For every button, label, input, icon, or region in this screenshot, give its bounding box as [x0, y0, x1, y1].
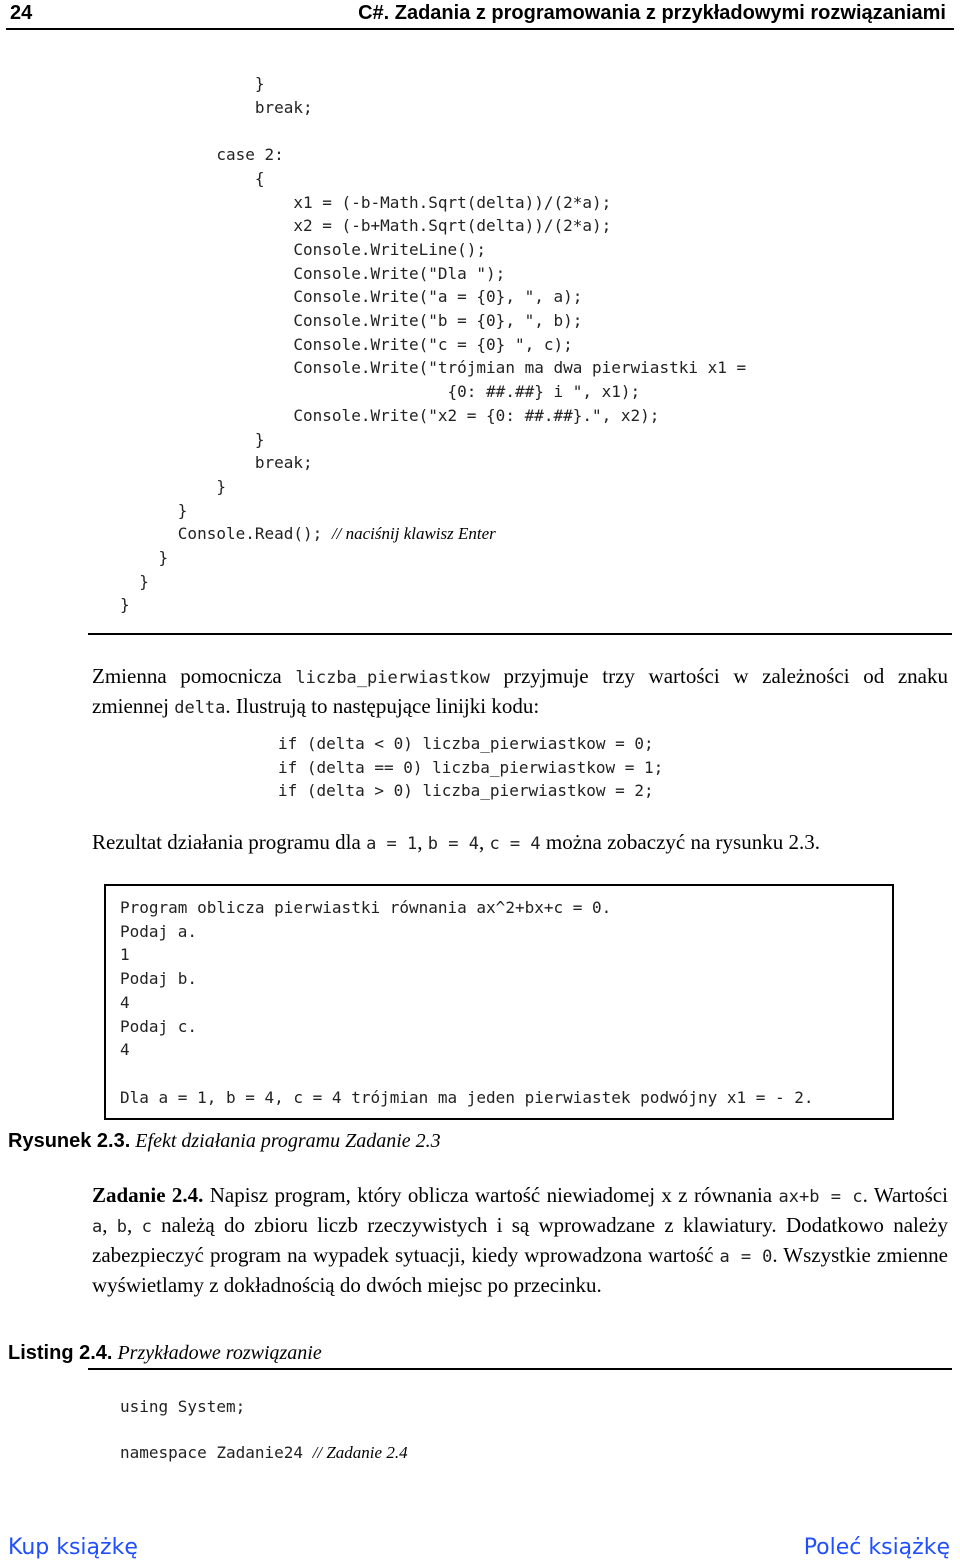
text: przyjmuje trzy wartości w zależności od znaku zmiennej	[92, 664, 948, 718]
code-line: {0: ##.##} i ", x1);	[120, 382, 641, 402]
figure-caption	[8, 1130, 441, 1153]
inline-code: a = 1	[366, 834, 418, 854]
code-line: {	[120, 168, 265, 188]
code-line: using System;	[120, 1397, 246, 1416]
code-line: Console.Write("c = {0} ", c);	[120, 334, 573, 354]
task-label: Zadanie 2.4.	[92, 1183, 204, 1207]
console-line: Podaj b.	[120, 969, 198, 989]
code-line: x1 = (-b-Math.Sqrt(delta))/(2*a);	[120, 192, 612, 212]
code-line: namespace Zadanie24	[120, 1443, 313, 1462]
inline-code: b	[116, 1217, 128, 1237]
inline-code: b = 4	[427, 834, 479, 854]
code-line: }	[120, 595, 130, 615]
code-line: Console.WriteLine();	[120, 239, 487, 259]
figure-text: Efekt działania programu Zadanie 2.3	[130, 1130, 441, 1152]
code-line: Console.Write("x2 = {0: ##.##}.", x2);	[120, 405, 660, 425]
book-title: C#. Zadania z programowania z przykładowymi rozwiązaniami	[358, 2, 946, 24]
text: ,	[127, 1213, 142, 1237]
buy-book-link[interactable]: Kup książkę	[8, 1535, 138, 1560]
text: . Wszystkie zmienne wyświetlamy z dokładnością do dwóch miejsc po przecinku.	[92, 1243, 948, 1297]
listing-text: Przykładowe rozwiązanie	[112, 1342, 322, 1364]
console-line: 4	[120, 992, 130, 1012]
console-line: 1	[120, 945, 130, 965]
inline-code: c	[141, 1217, 152, 1237]
console-line: Dla a = 1, b = 4, c = 4 trójmian ma jeden pierwiastek podwójny x1 = - 2.	[120, 1087, 814, 1107]
code-line: Console.Write("Dla ");	[120, 263, 506, 283]
code-line: x2 = (-b+Math.Sqrt(delta))/(2*a);	[120, 216, 612, 236]
text: ,	[102, 1213, 117, 1237]
text: Zmienna pomocnicza	[92, 664, 296, 688]
recommend-book-link[interactable]: Poleć książkę	[803, 1535, 950, 1560]
code-separator	[88, 633, 952, 635]
console-line: 4	[120, 1040, 130, 1060]
console-line: Podaj a.	[120, 921, 198, 941]
listing-separator	[88, 1368, 952, 1370]
listing-caption	[8, 1342, 322, 1365]
paragraph-variable-explanation	[92, 662, 948, 722]
listing-code	[120, 1384, 408, 1476]
code-comment: // naciśnij klawisz Enter	[331, 524, 496, 544]
inline-code: delta	[174, 698, 226, 718]
code-line: if (delta > 0) liczba_pierwiastkow = 2;	[278, 781, 654, 801]
inline-code: ax+b = c	[778, 1187, 863, 1207]
code-comment: // Zadanie 2.4	[312, 1443, 408, 1462]
code-listing-continuation	[120, 72, 746, 617]
text: . Ilustrują to następujące linijki kodu:	[225, 694, 540, 718]
text: . Wartości	[862, 1183, 948, 1207]
code-line: }	[120, 476, 226, 496]
text: ,	[478, 830, 490, 854]
page-number: 24	[10, 2, 33, 24]
code-line: }	[120, 571, 149, 591]
code-line: }	[120, 500, 188, 520]
paragraph-result	[92, 828, 948, 858]
inline-code: liczba_pierwiastkow	[295, 668, 490, 688]
code-line: case 2:	[120, 145, 284, 165]
page-header	[6, 0, 954, 30]
text: można zobaczyć na rysunku 2.3.	[540, 830, 820, 854]
code-line: }	[120, 548, 169, 568]
console-output	[120, 896, 814, 1109]
figure-label: Rysunek 2.3.	[8, 1130, 131, 1152]
text: Rezultat działania programu dla	[92, 830, 367, 854]
task-description	[92, 1181, 948, 1299]
text: należą do zbioru liczb rzeczywistych i są wprowadzane z klawiatury. Dodatkowo należy zabezpieczyć program na wypadek sytuacji, kiedy wprowadzona wartość	[92, 1213, 949, 1267]
console-output-figure	[104, 884, 894, 1120]
code-line: Console.Write("a = {0}, ", a);	[120, 287, 583, 307]
code-if-statements	[278, 732, 663, 803]
code-line: break;	[120, 453, 313, 473]
text: ,	[417, 830, 428, 854]
console-line: Podaj c.	[120, 1016, 198, 1036]
listing-label: Listing 2.4.	[8, 1342, 113, 1364]
inline-code: a = 0	[719, 1247, 773, 1267]
code-line: break;	[120, 97, 313, 117]
code-line: if (delta < 0) liczba_pierwiastkow = 0;	[278, 734, 654, 753]
code-line: if (delta == 0) liczba_pierwiastkow = 1;	[278, 757, 664, 777]
code-line: }	[120, 429, 265, 449]
inline-code: a	[92, 1217, 103, 1237]
code-line: }	[120, 74, 265, 93]
console-line: Program oblicza pierwiastki równania ax^2+bx+c = 0.	[120, 898, 612, 917]
text: Napisz program, który oblicza wartość niewiadomej x z równania	[203, 1183, 779, 1207]
code-line: Console.Read();	[120, 524, 332, 544]
code-line: Console.Write("b = {0}, ", b);	[120, 311, 583, 331]
code-line: Console.Write("trójmian ma dwa pierwiastki x1 =	[120, 358, 747, 378]
inline-code: c = 4	[489, 834, 541, 854]
